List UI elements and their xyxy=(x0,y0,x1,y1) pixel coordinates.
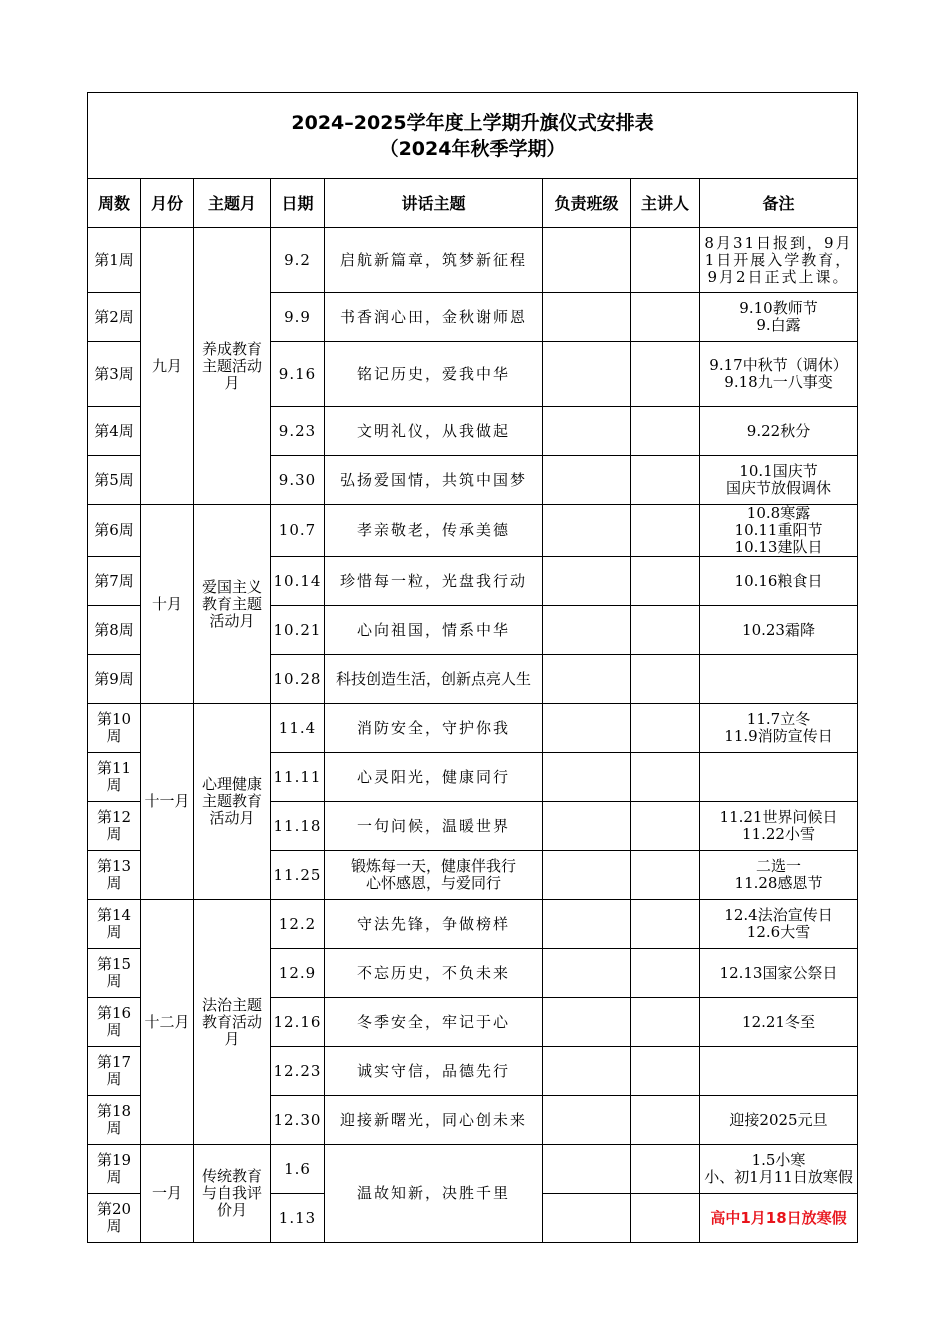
table-row xyxy=(88,1145,858,1194)
speaker-cell xyxy=(631,293,700,342)
speaker-cell xyxy=(631,802,700,851)
note-cell: 12.4法治宣传日 12.6大雪 xyxy=(700,900,858,949)
topic-cell: 消防安全，守护你我 xyxy=(325,704,543,753)
class-cell xyxy=(543,1096,631,1145)
table-row xyxy=(88,228,858,293)
date-cell: 12.9 xyxy=(271,949,325,998)
header-speaker: 主讲人 xyxy=(631,179,700,228)
topic-cell: 铭记历史，爱我中华 xyxy=(325,342,543,407)
month-cell: 十一月 xyxy=(141,704,194,900)
note-cell: 12.13国家公祭日 xyxy=(700,949,858,998)
week-cell: 第3周 xyxy=(88,342,141,407)
note-cell: 10.16粮食日 xyxy=(700,557,858,606)
topic-cell: 一句问候，温暖世界 xyxy=(325,802,543,851)
speaker-cell xyxy=(631,1194,700,1243)
week-cell: 第1周 xyxy=(88,228,141,293)
week-cell: 第11周 xyxy=(88,753,141,802)
theme-cell: 法治主题教育活动月 xyxy=(194,900,271,1145)
note-cell: 10.23霜降 xyxy=(700,606,858,655)
class-cell xyxy=(543,998,631,1047)
note-cell: 二选一 11.28感恩节 xyxy=(700,851,858,900)
speaker-cell xyxy=(631,456,700,505)
date-cell: 12.2 xyxy=(271,900,325,949)
table-row xyxy=(88,505,858,557)
week-cell: 第14周 xyxy=(88,900,141,949)
date-cell: 1.13 xyxy=(271,1194,325,1243)
theme-cell: 养成教育主题活动月 xyxy=(194,228,271,505)
class-cell xyxy=(543,1194,631,1243)
topic-cell: 文明礼仪，从我做起 xyxy=(325,407,543,456)
date-cell: 9.23 xyxy=(271,407,325,456)
topic-cell: 珍惜每一粒，光盘我行动 xyxy=(325,557,543,606)
date-cell: 9.16 xyxy=(271,342,325,407)
header-class: 负责班级 xyxy=(543,179,631,228)
class-cell xyxy=(543,342,631,407)
week-cell: 第2周 xyxy=(88,293,141,342)
speaker-cell xyxy=(631,407,700,456)
note-cell: 9.10教师节 9.白露 xyxy=(700,293,858,342)
date-cell: 9.9 xyxy=(271,293,325,342)
week-cell: 第9周 xyxy=(88,655,141,704)
class-cell xyxy=(543,949,631,998)
note-cell: 9.17中秋节（调休） 9.18九一八事变 xyxy=(700,342,858,407)
date-cell: 11.18 xyxy=(271,802,325,851)
class-cell xyxy=(543,1145,631,1194)
note-cell: 11.21世界问候日 11.22小雪 xyxy=(700,802,858,851)
class-cell xyxy=(543,505,631,557)
note-cell: 10.1国庆节 国庆节放假调休 xyxy=(700,456,858,505)
header-row xyxy=(88,179,858,228)
topic-cell: 迎接新曙光，同心创未来 xyxy=(325,1096,543,1145)
week-cell: 第15周 xyxy=(88,949,141,998)
topic-cell: 科技创造生活，创新点亮人生 xyxy=(325,655,543,704)
note-cell xyxy=(700,655,858,704)
note-cell xyxy=(700,753,858,802)
month-cell: 十月 xyxy=(141,505,194,704)
week-cell: 第10周 xyxy=(88,704,141,753)
topic-cell: 弘扬爱国情，共筑中国梦 xyxy=(325,456,543,505)
date-cell: 11.25 xyxy=(271,851,325,900)
speaker-cell xyxy=(631,1047,700,1096)
table-row xyxy=(88,900,858,949)
topic-cell: 孝亲敬老，传承美德 xyxy=(325,505,543,557)
header-theme-month: 主题月 xyxy=(194,179,271,228)
speaker-cell xyxy=(631,1145,700,1194)
month-cell: 十二月 xyxy=(141,900,194,1145)
topic-cell: 不忘历史，不负未来 xyxy=(325,949,543,998)
week-cell: 第5周 xyxy=(88,456,141,505)
speaker-cell xyxy=(631,1096,700,1145)
week-cell: 第16周 xyxy=(88,998,141,1047)
date-cell: 11.4 xyxy=(271,704,325,753)
class-cell xyxy=(543,293,631,342)
class-cell xyxy=(543,753,631,802)
header-topic: 讲话主题 xyxy=(325,179,543,228)
week-cell: 第20周 xyxy=(88,1194,141,1243)
table-title-cell xyxy=(88,93,858,179)
topic-cell: 心灵阳光，健康同行 xyxy=(325,753,543,802)
table-row xyxy=(88,704,858,753)
note-cell: 1.5小寒 小、初1月11日放寒假 xyxy=(700,1145,858,1194)
week-cell: 第19周 xyxy=(88,1145,141,1194)
class-cell xyxy=(543,456,631,505)
week-cell: 第13周 xyxy=(88,851,141,900)
date-cell: 1.6 xyxy=(271,1145,325,1194)
note-cell: 8月31日报到，9月1日开展入学教育，9月2日正式上课。 xyxy=(700,228,858,293)
speaker-cell xyxy=(631,342,700,407)
theme-cell: 爱国主义教育主题活动月 xyxy=(194,505,271,704)
class-cell xyxy=(543,655,631,704)
speaker-cell xyxy=(631,505,700,557)
class-cell xyxy=(543,1047,631,1096)
speaker-cell xyxy=(631,228,700,293)
date-cell: 12.30 xyxy=(271,1096,325,1145)
note-cell: 9.22秋分 xyxy=(700,407,858,456)
date-cell: 9.30 xyxy=(271,456,325,505)
class-cell xyxy=(543,557,631,606)
topic-cell: 心向祖国，情系中华 xyxy=(325,606,543,655)
topic-cell: 书香润心田，金秋谢师恩 xyxy=(325,293,543,342)
note-cell-highlight: 高中1月18日放寒假 xyxy=(700,1194,858,1243)
week-cell: 第17周 xyxy=(88,1047,141,1096)
date-cell: 10.14 xyxy=(271,557,325,606)
date-cell: 9.2 xyxy=(271,228,325,293)
class-cell xyxy=(543,606,631,655)
date-cell: 10.7 xyxy=(271,505,325,557)
speaker-cell xyxy=(631,998,700,1047)
speaker-cell xyxy=(631,704,700,753)
speaker-cell xyxy=(631,655,700,704)
topic-cell: 冬季安全，牢记于心 xyxy=(325,998,543,1047)
topic-cell: 启航新篇章，筑梦新征程 xyxy=(325,228,543,293)
date-cell: 12.16 xyxy=(271,998,325,1047)
week-cell: 第12周 xyxy=(88,802,141,851)
theme-cell: 传统教育与自我评价月 xyxy=(194,1145,271,1243)
schedule-table xyxy=(87,92,858,1243)
date-cell: 10.28 xyxy=(271,655,325,704)
class-cell xyxy=(543,704,631,753)
table-subtitle: （2024年秋季学期） xyxy=(379,137,566,160)
schedule-sheet xyxy=(87,92,857,1238)
table-title: 2024–2025学年度上学期升旗仪式安排表 xyxy=(291,111,654,134)
note-cell xyxy=(700,1047,858,1096)
class-cell xyxy=(543,228,631,293)
topic-cell: 诚实守信，品德先行 xyxy=(325,1047,543,1096)
date-cell: 11.11 xyxy=(271,753,325,802)
week-cell: 第7周 xyxy=(88,557,141,606)
date-cell: 12.23 xyxy=(271,1047,325,1096)
note-cell: 11.7立冬 11.9消防宣传日 xyxy=(700,704,858,753)
header-date: 日期 xyxy=(271,179,325,228)
header-week: 周数 xyxy=(88,179,141,228)
class-cell xyxy=(543,851,631,900)
speaker-cell xyxy=(631,900,700,949)
speaker-cell xyxy=(631,606,700,655)
header-month: 月份 xyxy=(141,179,194,228)
theme-cell: 心理健康主题教育活动月 xyxy=(194,704,271,900)
month-cell: 九月 xyxy=(141,228,194,505)
class-cell xyxy=(543,802,631,851)
note-cell: 10.8寒露 10.11重阳节 10.13建队日 xyxy=(700,505,858,557)
note-cell: 迎接2025元旦 xyxy=(700,1096,858,1145)
topic-cell: 锻炼每一天，健康伴我行 心怀感恩，与爱同行 xyxy=(325,851,543,900)
speaker-cell xyxy=(631,851,700,900)
class-cell xyxy=(543,900,631,949)
date-cell: 10.21 xyxy=(271,606,325,655)
week-cell: 第6周 xyxy=(88,505,141,557)
week-cell: 第8周 xyxy=(88,606,141,655)
header-note: 备注 xyxy=(700,179,858,228)
speaker-cell xyxy=(631,949,700,998)
speaker-cell xyxy=(631,557,700,606)
class-cell xyxy=(543,407,631,456)
topic-cell: 守法先锋，争做榜样 xyxy=(325,900,543,949)
note-cell: 12.21冬至 xyxy=(700,998,858,1047)
week-cell: 第4周 xyxy=(88,407,141,456)
topic-cell: 温故知新，决胜千里 xyxy=(325,1145,543,1243)
speaker-cell xyxy=(631,753,700,802)
month-cell: 一月 xyxy=(141,1145,194,1243)
week-cell: 第18周 xyxy=(88,1096,141,1145)
